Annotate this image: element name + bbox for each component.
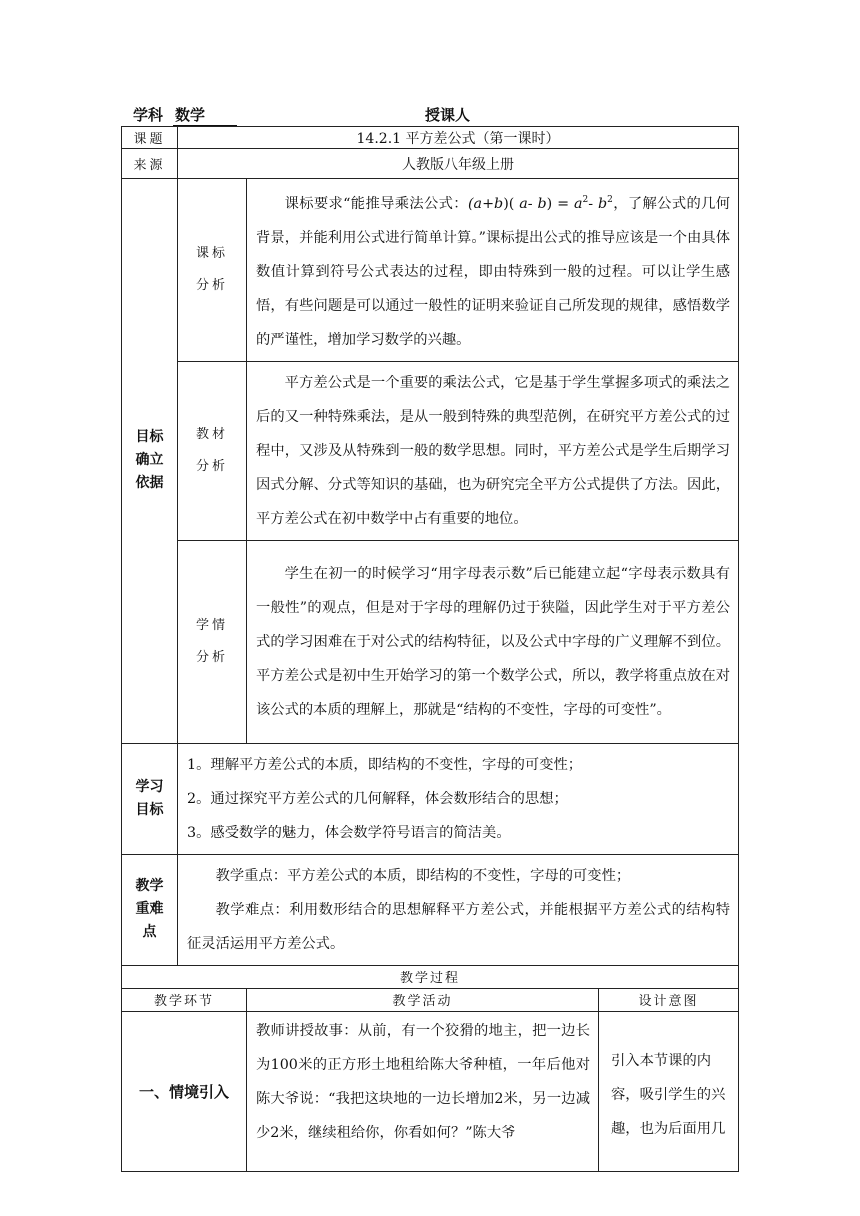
textbook-label: 教材 分析 bbox=[178, 361, 247, 540]
objectives-list bbox=[178, 743, 739, 854]
curriculum-label: 课标 分析 bbox=[178, 179, 247, 362]
key-point: 教学重点：平方差公式的本质，即结构的不变性，字母的可变性； bbox=[215, 867, 631, 884]
topic-row bbox=[122, 127, 739, 149]
lesson-plan-table bbox=[121, 126, 739, 1172]
textbook-row bbox=[122, 361, 739, 540]
difficulty-point: 教学难点：利用数形结合的思想解释平方差公式，并能根据平方差公式的结构特征灵活运用平方差公式。 bbox=[187, 901, 731, 952]
curriculum-row bbox=[122, 179, 739, 362]
objectives-label: 学习 目标 bbox=[122, 743, 178, 854]
key-points-row bbox=[122, 854, 739, 965]
process-title-row bbox=[122, 965, 739, 988]
stage-activity: 教师讲授故事：从前，有一个狡猾的地主，把一边长为100米的正方形土地租给陈大爷种植，一年后他对陈大爷说：“我把这块地的一边长增加2米，另一边减少2米，继续租给你，你看如何？”陈大爷 bbox=[247, 1011, 599, 1171]
source-label: 来源 bbox=[122, 149, 178, 179]
students-text: 学生在初一的时候学习“用字母表示数”后已能建立起“字母表示数具有一般性”的观点，但是对于字母的理解仍过于狭隘，因此学生对于平方差公式的学习困难在于对公式的结构特征，以及公式中字母的广义理解不到位。平方差公式是初中生开始学习的第一个数学公式，所以，教学将重点放在对该公式的本质的理解上，那就是“结构的不变性，字母的可变性”。 bbox=[247, 540, 739, 743]
curriculum-text: 课标要求“能推导乘法公式：(a+b)( a- $b) = a^2-$ $b^2$，了解公式的几何背景，并能利用公式进行简单计算。”课标提出公式的推导应该是一个由具体数值计算到符号公式表达的过程，即由特殊到一般的过程。可以让学生感悟，有些问题是可以通过一般性的证明来验证自己所发现的规律，感悟数学的严谨性，增加学习数学的兴趣。 bbox=[247, 179, 739, 362]
subject-label: 学科 bbox=[133, 106, 164, 124]
topic-label: 课题 bbox=[122, 127, 178, 149]
source-value: 人教版八年级上册 bbox=[178, 149, 739, 179]
objective-item: 1。理解平方差公式的本质，即结构的不变性，字母的可变性； bbox=[187, 756, 583, 773]
formula: (a+b)( a- $b) = a^2-$ $b^2$ bbox=[467, 195, 613, 212]
key-points-text bbox=[178, 854, 739, 965]
process-header-row bbox=[122, 988, 739, 1011]
subject-value: 数学 bbox=[173, 104, 237, 126]
students-label: 学情 分析 bbox=[178, 540, 247, 743]
students-row bbox=[122, 540, 739, 743]
topic-value: 14.2.1 平方差公式（第一课时） bbox=[178, 127, 739, 149]
process-title: 教学过程 bbox=[122, 965, 739, 988]
col-intent-header: 设计意图 bbox=[599, 988, 739, 1011]
objective-item: 3。感受数学的魅力，体会数学符号语言的简洁美。 bbox=[187, 824, 511, 841]
source-row bbox=[122, 149, 739, 179]
page-header bbox=[133, 104, 753, 126]
objectives-row bbox=[122, 743, 739, 854]
basis-label: 目标 确立 依据 bbox=[122, 179, 178, 744]
textbook-text: 平方差公式是一个重要的乘法公式，它是基于学生掌握多项式的乘法之后的又一种特殊乘法，是从一般到特殊的典型范例，在研究平方差公式的过程中，又涉及从特殊到一般的数学思想。同时，平方差公式是学生后期学习因式分解、分式等知识的基础，也为研究完全平方公式提供了方法。因此，平方差公式在初中数学中占有重要的地位。 bbox=[247, 361, 739, 540]
stage-label: 一、情境引入 bbox=[122, 1011, 247, 1171]
col-stage-header: 教学环节 bbox=[122, 988, 247, 1011]
col-activity-header: 教学活动 bbox=[247, 988, 599, 1011]
objective-item: 2。通过探究平方差公式的几何解释，体会数形结合的思想； bbox=[187, 790, 568, 807]
key-points-label: 教学 重难 点 bbox=[122, 854, 178, 965]
stage-intent: 引入本节课的内容，吸引学生的兴趣，也为后面用几 bbox=[599, 1011, 739, 1171]
teacher-label: 授课人 bbox=[425, 106, 471, 124]
stage-row bbox=[122, 1011, 739, 1171]
